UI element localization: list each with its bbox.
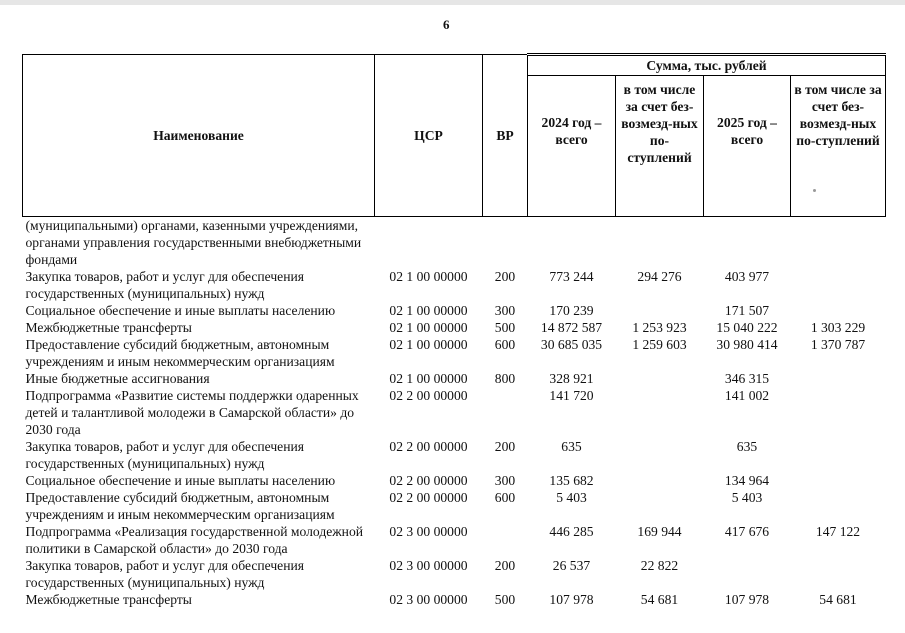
- row-2025-total: [704, 557, 791, 591]
- row-2025-total: 346 315: [724, 371, 770, 386]
- row-name: Иные бюджетные ассигнования: [25, 371, 210, 386]
- row-2024-free: 169 944: [637, 524, 682, 539]
- row-2025-free: [791, 370, 886, 387]
- table-row: [23, 472, 886, 489]
- row-2025-total: 171 507: [724, 303, 770, 318]
- row-csr: 02 2 00 00000: [389, 473, 468, 488]
- row-2025-free: [791, 302, 886, 319]
- row-2025-free: [791, 268, 886, 302]
- header-2024-total: 2024 год – всего: [528, 76, 616, 217]
- row-2025-free: [791, 387, 886, 438]
- row-2025-total: 5 403: [731, 490, 763, 505]
- row-2025-free: 1 370 787: [810, 337, 866, 352]
- header-2024-free: в том числе за счет без-возмезд-ных по-ступлений: [616, 76, 704, 217]
- row-csr: 02 3 00 00000: [389, 592, 468, 607]
- row-2024-total: 446 285: [549, 524, 594, 539]
- row-2024-total: [528, 217, 616, 269]
- row-name: Закупка товаров, работ и услуг для обеспечения государственных (муниципальных) нужд: [25, 558, 304, 590]
- row-name: Закупка товаров, работ и услуг для обеспечения государственных (муниципальных) нужд: [25, 439, 304, 471]
- row-2024-total: 26 537: [552, 558, 591, 573]
- header-2025-total: 2025 год – всего: [704, 76, 791, 217]
- row-vr: [483, 387, 528, 438]
- row-2024-total: 5 403: [556, 490, 587, 505]
- table-body: [23, 217, 886, 609]
- row-2024-free: [616, 387, 704, 438]
- row-name: Подпрограмма «Реализация государственной молодежной политики в Самарской области» до 2030 года: [25, 524, 364, 556]
- row-2024-free: [616, 472, 704, 489]
- row-2024-free: 22 822: [640, 558, 679, 573]
- row-2025-free: [791, 438, 886, 472]
- row-vr: [483, 217, 528, 269]
- row-2024-free: 1 253 923: [632, 320, 687, 335]
- row-2024-free: [616, 370, 704, 387]
- row-name: Предоставление субсидий бюджетным, автономным учреждениям и иным некоммерческим организациям: [25, 490, 335, 522]
- row-csr: [375, 217, 483, 269]
- row-csr: 02 3 00 00000: [389, 524, 468, 539]
- table-row: [23, 489, 886, 523]
- row-2025-free: 147 122: [815, 524, 861, 539]
- header-2025-free: в том числе за счет без-возмезд-ных по-ступлений: [791, 76, 886, 217]
- row-2025-free: [791, 472, 886, 489]
- row-2025-total: 30 980 414: [716, 337, 778, 352]
- row-csr: 02 2 00 00000: [389, 439, 468, 454]
- row-2024-free: 1 259 603: [632, 337, 687, 352]
- row-csr: 02 2 00 00000: [389, 388, 468, 403]
- row-name: Предоставление субсидий бюджетным, автономным учреждениям и иным некоммерческим организациям: [25, 337, 335, 369]
- row-2024-total: 141 720: [549, 388, 594, 403]
- table-row: [23, 438, 886, 472]
- row-2024-total: 14 872 587: [540, 320, 603, 335]
- row-2025-total: 417 676: [724, 524, 770, 539]
- row-2024-free: 294 276: [637, 269, 682, 284]
- row-2025-total: [704, 217, 791, 269]
- header-sum-group: Сумма, тыс. рублей: [528, 55, 886, 76]
- row-2025-total: 403 977: [724, 269, 770, 284]
- row-csr: 02 1 00 00000: [389, 269, 468, 284]
- row-name: Социальное обеспечение и иные выплаты населению: [25, 473, 336, 488]
- table-row: [23, 557, 886, 591]
- row-vr: 300: [494, 303, 516, 318]
- row-2025-total: 635: [736, 439, 758, 454]
- row-2024-free: [616, 489, 704, 523]
- row-2025-free: 1 303 229: [810, 320, 866, 335]
- row-2024-free: [616, 438, 704, 472]
- row-2025-total: 141 002: [724, 388, 770, 403]
- row-vr: 800: [494, 371, 516, 386]
- row-csr: 02 3 00 00000: [389, 558, 468, 573]
- row-csr: 02 1 00 00000: [389, 371, 468, 386]
- table-row: [23, 387, 886, 438]
- header-csr: ЦСР: [375, 55, 483, 217]
- table-header: [23, 55, 886, 217]
- page-top-edge: [0, 0, 905, 5]
- row-vr: 200: [494, 558, 516, 573]
- row-2025-total: 15 040 222: [716, 320, 778, 335]
- table-row: [23, 302, 886, 319]
- row-csr: 02 1 00 00000: [389, 303, 468, 318]
- row-name: Межбюджетные трансферты: [25, 320, 192, 335]
- row-vr: 600: [494, 337, 516, 352]
- row-csr: 02 1 00 00000: [389, 337, 468, 352]
- row-2024-free: 54 681: [640, 592, 679, 607]
- row-vr: 500: [494, 320, 516, 335]
- row-name: Социальное обеспечение и иные выплаты населению: [25, 303, 336, 318]
- row-2024-total: 135 682: [549, 473, 594, 488]
- row-vr: 300: [494, 473, 516, 488]
- row-2024-total: 170 239: [549, 303, 594, 318]
- row-2024-total: 773 244: [549, 269, 594, 284]
- table-row: [23, 336, 886, 370]
- row-2024-total: 107 978: [549, 592, 594, 607]
- row-2024-total: 30 685 035: [540, 337, 603, 352]
- table-row: [23, 217, 886, 269]
- table-row: [23, 370, 886, 387]
- row-name: (муниципальными) органами, казенными учреждениями, органами управления государственными внебюджетными фондами: [25, 218, 362, 267]
- row-name: Закупка товаров, работ и услуг для обеспечения государственных (муниципальных) нужд: [25, 269, 304, 301]
- row-vr: 500: [494, 592, 516, 607]
- page-number: 6: [443, 17, 450, 32]
- row-2025-total: 107 978: [724, 592, 770, 607]
- header-vr: ВР: [483, 55, 528, 217]
- row-vr: 200: [494, 269, 516, 284]
- budget-table: [22, 53, 886, 608]
- row-name: Межбюджетные трансферты: [25, 592, 192, 607]
- row-name: Подпрограмма «Развитие системы поддержки одаренных детей и талантливой молодежи в Самарской области» до 2030 года: [25, 388, 359, 437]
- table-row: [23, 319, 886, 336]
- row-2024-free: [616, 302, 704, 319]
- table-row: [23, 523, 886, 557]
- table-row: [23, 591, 886, 608]
- row-2024-total: 328 921: [549, 371, 594, 386]
- row-csr: 02 2 00 00000: [389, 490, 468, 505]
- row-2025-total: 134 964: [724, 473, 770, 488]
- table-row: [23, 268, 886, 302]
- row-2024-free: [616, 217, 704, 269]
- row-vr: 600: [494, 490, 516, 505]
- row-2025-free: [791, 217, 886, 269]
- row-vr: 200: [494, 439, 516, 454]
- row-csr: 02 1 00 00000: [389, 320, 468, 335]
- row-vr: [483, 523, 528, 557]
- row-2025-free: 54 681: [819, 592, 857, 607]
- header-name: Наименование: [23, 55, 375, 217]
- row-2024-total: 635: [561, 439, 582, 454]
- row-2025-free: [791, 557, 886, 591]
- row-2025-free: [791, 489, 886, 523]
